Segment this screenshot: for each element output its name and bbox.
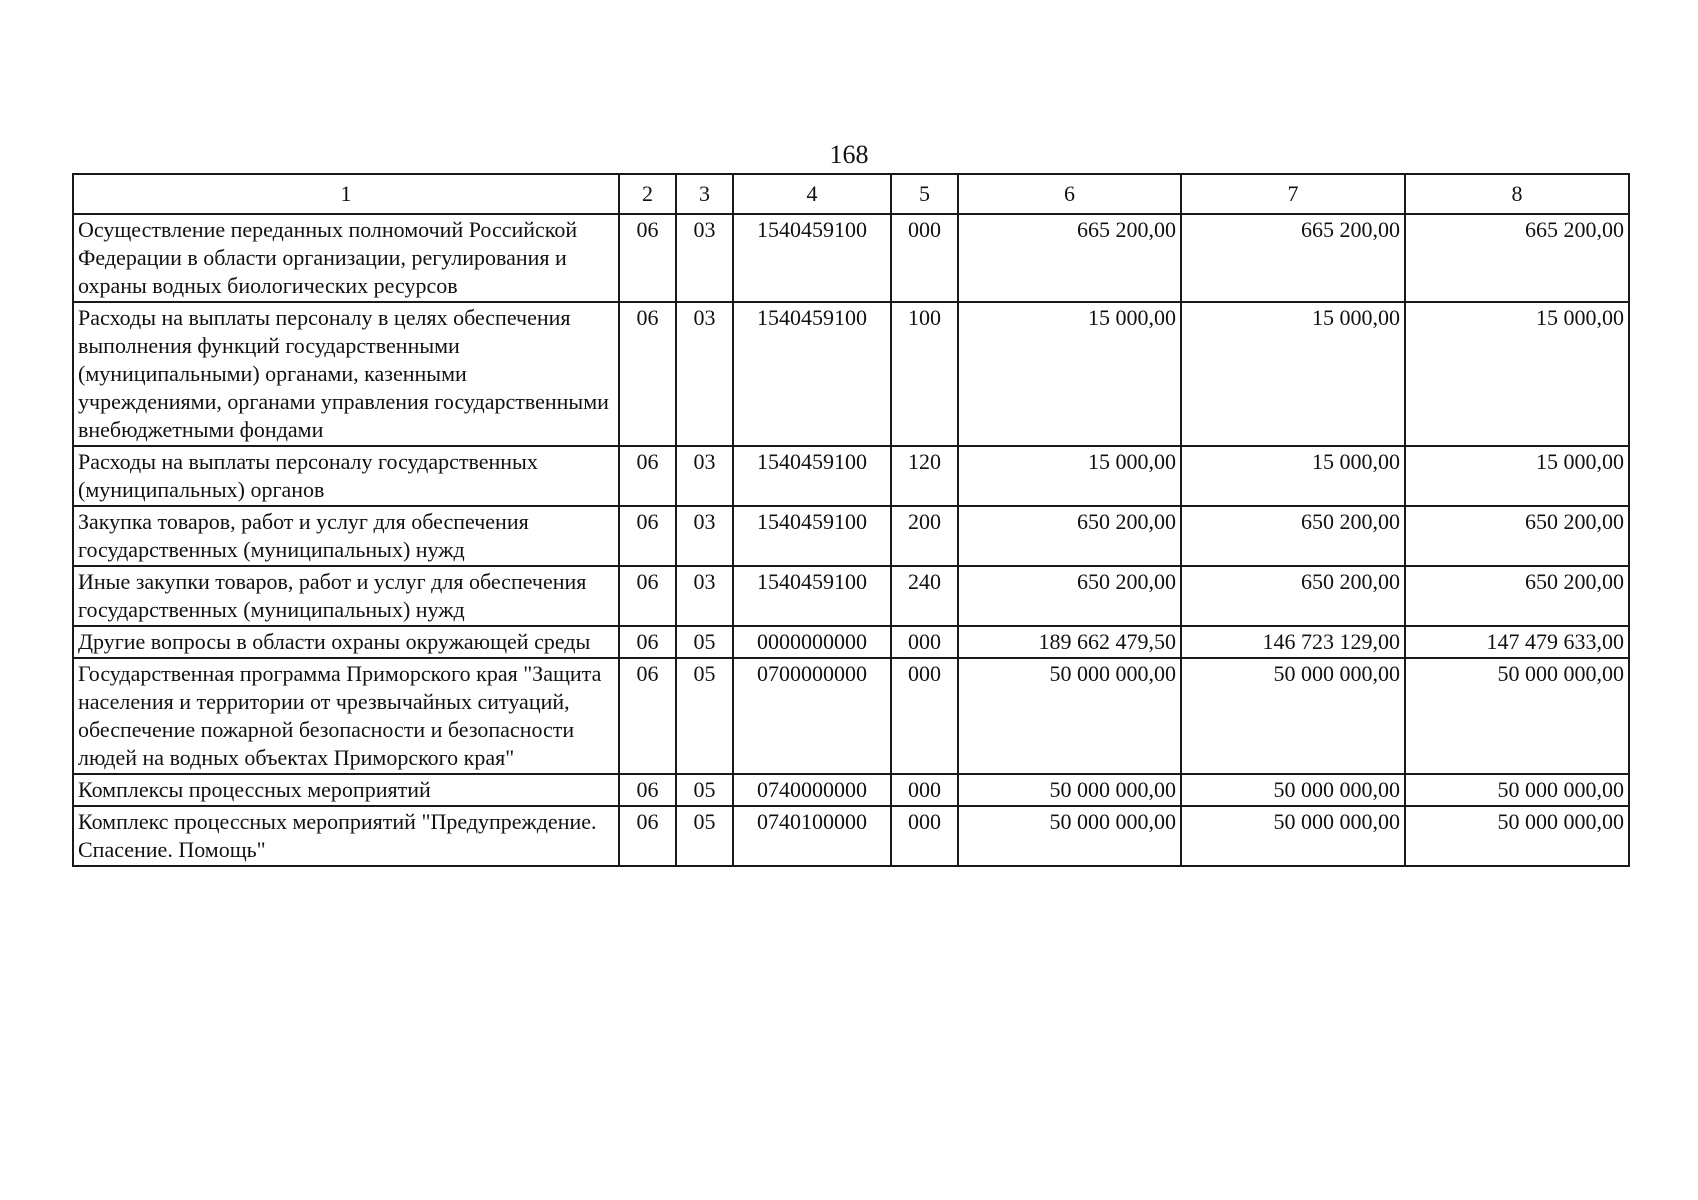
header-cell-4: 4 <box>733 174 891 214</box>
header-cell-5: 5 <box>891 174 958 214</box>
expense-type-cell: 200 <box>891 506 958 566</box>
subsection-code-cell: 03 <box>676 506 733 566</box>
table-row <box>73 658 1629 774</box>
table-header <box>73 174 1629 214</box>
amount-year1-cell: 50 000 000,00 <box>958 658 1181 774</box>
header-cell-6: 6 <box>958 174 1181 214</box>
expense-type-cell: 120 <box>891 446 958 506</box>
target-article-cell: 1540459100 <box>733 506 891 566</box>
header-cell-7: 7 <box>1181 174 1405 214</box>
table-row <box>73 214 1629 302</box>
subsection-code-cell: 03 <box>676 214 733 302</box>
section-code-cell: 06 <box>619 806 676 866</box>
row-name-cell: Осуществление переданных полномочий Российской Федерации в области организации, регулирования и охраны водных биологических ресурсов <box>73 214 619 302</box>
row-name-cell: Расходы на выплаты персоналу государственных (муниципальных) органов <box>73 446 619 506</box>
amount-year2-cell: 50 000 000,00 <box>1181 806 1405 866</box>
amount-year2-cell: 650 200,00 <box>1181 506 1405 566</box>
subsection-code-cell: 05 <box>676 626 733 658</box>
amount-year3-cell: 15 000,00 <box>1405 302 1629 446</box>
header-cell-8: 8 <box>1405 174 1629 214</box>
expense-type-cell: 000 <box>891 774 958 806</box>
table-row <box>73 774 1629 806</box>
table-row <box>73 302 1629 446</box>
target-article-cell: 0740000000 <box>733 774 891 806</box>
table-body <box>73 214 1629 866</box>
subsection-code-cell: 03 <box>676 566 733 626</box>
amount-year1-cell: 650 200,00 <box>958 506 1181 566</box>
section-code-cell: 06 <box>619 214 676 302</box>
expense-type-cell: 000 <box>891 214 958 302</box>
section-code-cell: 06 <box>619 446 676 506</box>
amount-year3-cell: 50 000 000,00 <box>1405 774 1629 806</box>
target-article-cell: 0740100000 <box>733 806 891 866</box>
amount-year1-cell: 15 000,00 <box>958 446 1181 506</box>
amount-year2-cell: 50 000 000,00 <box>1181 774 1405 806</box>
section-code-cell: 06 <box>619 774 676 806</box>
table-row <box>73 566 1629 626</box>
amount-year3-cell: 147 479 633,00 <box>1405 626 1629 658</box>
target-article-cell: 1540459100 <box>733 566 891 626</box>
subsection-code-cell: 05 <box>676 806 733 866</box>
table-row <box>73 506 1629 566</box>
amount-year1-cell: 50 000 000,00 <box>958 774 1181 806</box>
amount-year2-cell: 15 000,00 <box>1181 446 1405 506</box>
target-article-cell: 1540459100 <box>733 214 891 302</box>
amount-year1-cell: 189 662 479,50 <box>958 626 1181 658</box>
expense-type-cell: 100 <box>891 302 958 446</box>
expense-type-cell: 000 <box>891 658 958 774</box>
budget-table <box>72 173 1630 867</box>
amount-year1-cell: 650 200,00 <box>958 566 1181 626</box>
amount-year3-cell: 650 200,00 <box>1405 566 1629 626</box>
section-code-cell: 06 <box>619 626 676 658</box>
row-name-cell: Комплекс процессных мероприятий "Предупреждение. Спасение. Помощь" <box>73 806 619 866</box>
amount-year3-cell: 665 200,00 <box>1405 214 1629 302</box>
header-cell-1: 1 <box>73 174 619 214</box>
header-cell-2: 2 <box>619 174 676 214</box>
target-article-cell: 0700000000 <box>733 658 891 774</box>
target-article-cell: 1540459100 <box>733 302 891 446</box>
amount-year2-cell: 665 200,00 <box>1181 214 1405 302</box>
subsection-code-cell: 05 <box>676 774 733 806</box>
target-article-cell: 1540459100 <box>733 446 891 506</box>
page-number: 168 <box>829 140 869 169</box>
row-name-cell: Комплексы процессных мероприятий <box>73 774 619 806</box>
expense-type-cell: 240 <box>891 566 958 626</box>
row-name-cell: Закупка товаров, работ и услуг для обеспечения государственных (муниципальных) нужд <box>73 506 619 566</box>
amount-year1-cell: 665 200,00 <box>958 214 1181 302</box>
target-article-cell: 0000000000 <box>733 626 891 658</box>
row-name-cell: Государственная программа Приморского края "Защита населения и территории от чрезвычайных ситуаций, обеспечение пожарной безопасности и безопасности людей на водных объектах Приморского края" <box>73 658 619 774</box>
subsection-code-cell: 03 <box>676 302 733 446</box>
subsection-code-cell: 05 <box>676 658 733 774</box>
amount-year3-cell: 650 200,00 <box>1405 506 1629 566</box>
section-code-cell: 06 <box>619 302 676 446</box>
section-code-cell: 06 <box>619 506 676 566</box>
amount-year1-cell: 50 000 000,00 <box>958 806 1181 866</box>
table-row <box>73 446 1629 506</box>
amount-year2-cell: 650 200,00 <box>1181 566 1405 626</box>
amount-year2-cell: 146 723 129,00 <box>1181 626 1405 658</box>
expense-type-cell: 000 <box>891 806 958 866</box>
amount-year2-cell: 15 000,00 <box>1181 302 1405 446</box>
section-code-cell: 06 <box>619 566 676 626</box>
expense-type-cell: 000 <box>891 626 958 658</box>
table-row <box>73 626 1629 658</box>
amount-year1-cell: 15 000,00 <box>958 302 1181 446</box>
header-row <box>73 174 1629 214</box>
row-name-cell: Расходы на выплаты персоналу в целях обеспечения выполнения функций государственными (муниципальными) органами, казенными учреждениями, органами управления государственными внебюджетными фондами <box>73 302 619 446</box>
row-name-cell: Другие вопросы в области охраны окружающей среды <box>73 626 619 658</box>
amount-year3-cell: 50 000 000,00 <box>1405 658 1629 774</box>
amount-year2-cell: 50 000 000,00 <box>1181 658 1405 774</box>
section-code-cell: 06 <box>619 658 676 774</box>
subsection-code-cell: 03 <box>676 446 733 506</box>
table-row <box>73 806 1629 866</box>
amount-year3-cell: 50 000 000,00 <box>1405 806 1629 866</box>
row-name-cell: Иные закупки товаров, работ и услуг для обеспечения государственных (муниципальных) нужд <box>73 566 619 626</box>
header-cell-3: 3 <box>676 174 733 214</box>
amount-year3-cell: 15 000,00 <box>1405 446 1629 506</box>
